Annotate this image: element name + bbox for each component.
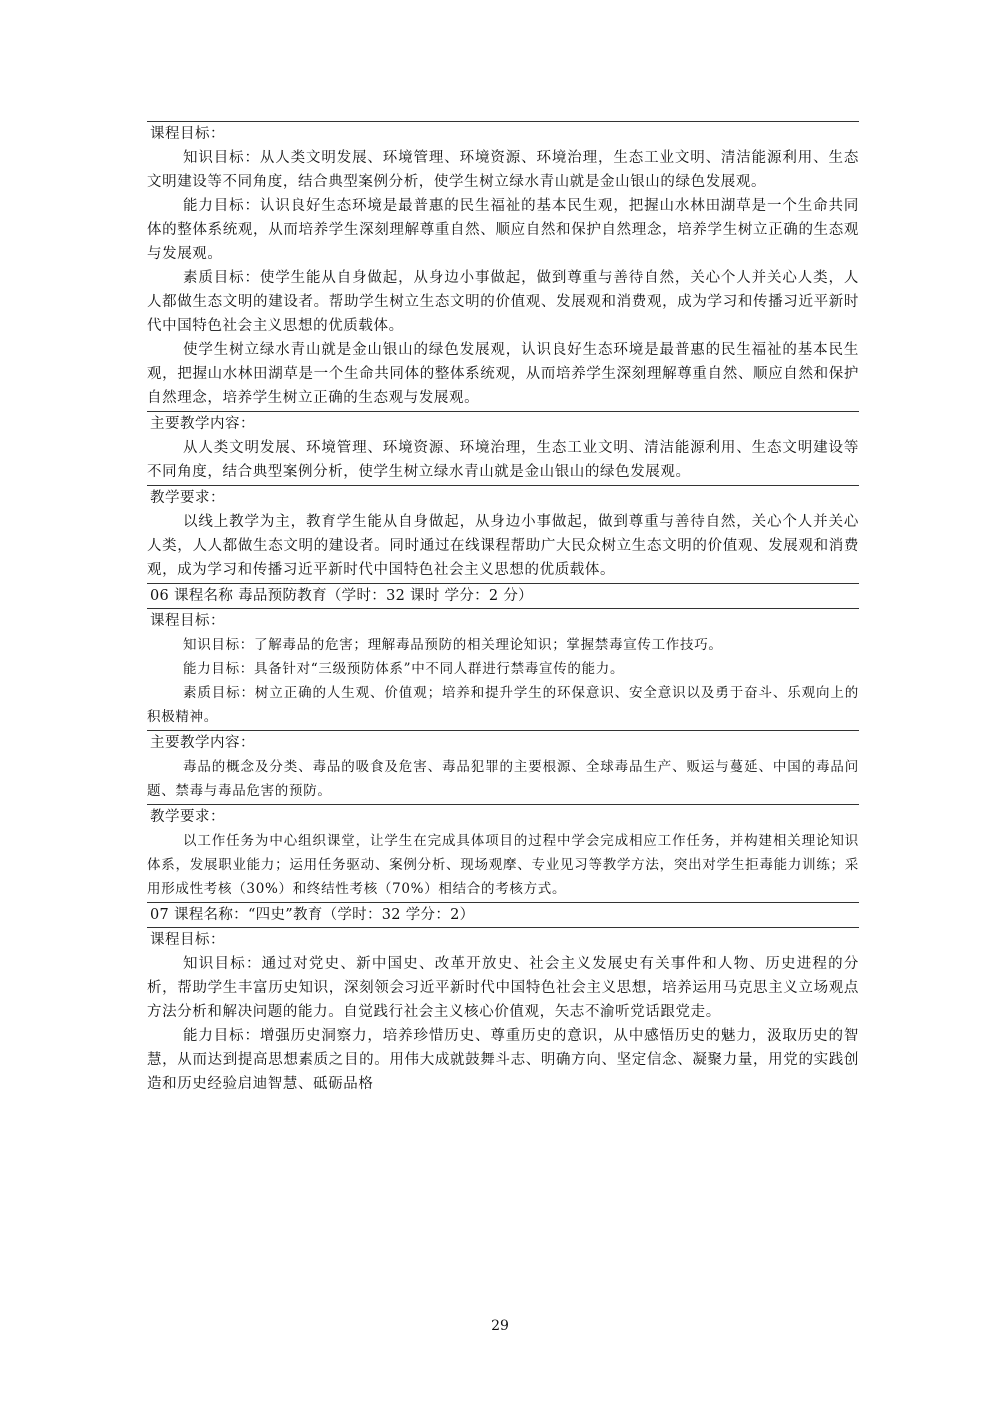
section-heading: 主要教学内容： [150,416,255,432]
course-title-row: 06 课程名称 毒品预防教育（学时：32 课时 学分：2 分） [147,584,859,609]
paragraph: 使学生树立绿水青山就是金山银山的绿色发展观，认识良好生态环境是最普惠的民生福祉的基本民生观，把握山水林田湖草是一个生命共同体的整体系统观，从而培养学生深刻理解尊重自然、顺应自然和保护自然理念，培养学生树立正确的生态观与发展观。 [147,342,859,406]
section-heading: 主要教学内容： [150,735,255,751]
course-title-row: 07 课程名称：“四史”教育（学时：32 学分：2） [147,903,859,928]
table-section [147,805,859,903]
paragraph: 以工作任务为中心组织课堂，让学生在完成具体项目的过程中学会完成相应工作任务，并构建相关理论知识体系，发展职业能力；运用任务驱动、案例分析、现场观摩、专业见习等教学方法，突出对学生拒毒能力训练；采用形成性考核（30%）和终结性考核（70%）相结合的考核方式。 [147,833,859,897]
section-heading: 教学要求： [150,809,225,825]
paragraph: 知识目标：了解毒品的危害；理解毒品预防的相关理论知识；掌握禁毒宣传工作技巧。 [183,637,723,653]
page-number: 29 [491,1318,509,1334]
paragraph: 能力目标：认识良好生态环境是最普惠的民生福祉的基本民生观，把握山水林田湖草是一个生命共同体的整体系统观，从而培养学生深刻理解尊重自然、顺应自然和保护自然理念，培养学生树立正确的生态观与发展观。 [147,198,859,262]
paragraph: 能力目标：增强历史洞察力，培养珍惜历史、尊重历史的意识，从中感悟历史的魅力，汲取历史的智慧，从而达到提高思想素质之目的。用伟大成就鼓舞斗志、明确方向、坚定信念、凝聚力量，用党的实践创造和历史经验启迪智慧、砥砺品格 [147,1028,859,1092]
paragraph: 以线上教学为主，教育学生能从自身做起，从身边小事做起，做到尊重与善待自然，关心个人并关心人类，人人都做生态文明的建设者。同时通过在线课程帮助广大民众树立生态文明的价值观、发展观和消费观，成为学习和传播习近平新时代中国特色社会主义思想的优质载体。 [147,514,859,578]
section-heading: 课程目标： [150,613,225,629]
paragraph: 知识目标：通过对党史、新中国史、改革开放史、社会主义发展史有关事件和人物、历史进程的分析，帮助学生丰富历史知识，深刻领会习近平新时代中国特色社会主义思想，培养运用马克思主义立场观点方法分析和解决问题的能力。自觉践行社会主义核心价值观，矢志不渝听党话跟党走。 [147,956,859,1020]
paragraph: 素质目标：树立正确的人生观、价值观；培养和提升学生的环保意识、安全意识以及勇于奋斗、乐观向上的积极精神。 [147,685,859,725]
table-section [147,609,859,731]
table-section [147,412,859,486]
section-heading: 教学要求： [150,490,225,506]
section-heading: 课程目标： [150,126,225,142]
paragraph: 毒品的概念及分类、毒品的吸食及危害、毒品犯罪的主要根源、全球毒品生产、贩运与蔓延、中国的毒品问题、禁毒与毒品危害的预防。 [147,759,859,799]
paragraph: 知识目标：从人类文明发展、环境管理、环境资源、环境治理，生态工业文明、清洁能源利用、生态文明建设等不同角度，结合典型案例分析，使学生树立绿水青山就是金山银山的绿色发展观。 [147,150,859,190]
table-section [147,731,859,805]
table-section [147,486,859,584]
section-heading: 课程目标： [150,932,225,948]
paragraph: 能力目标：具备针对“三级预防体系”中不同人群进行禁毒宣传的能力。 [183,661,625,677]
table-section [147,122,859,412]
table-section [147,928,859,1097]
paragraph: 从人类文明发展、环境管理、环境资源、环境治理，生态工业文明、清洁能源利用、生态文明建设等不同角度，结合典型案例分析，使学生树立绿水青山就是金山银山的绿色发展观。 [147,440,859,480]
paragraph: 素质目标：使学生能从自身做起，从身边小事做起，做到尊重与善待自然，关心个人并关心人类，人人都做生态文明的建设者。帮助学生树立生态文明的价值观、发展观和消费观，成为学习和传播习近平新时代中国特色社会主义思想的优质载体。 [147,270,859,334]
document-table [147,121,859,1097]
